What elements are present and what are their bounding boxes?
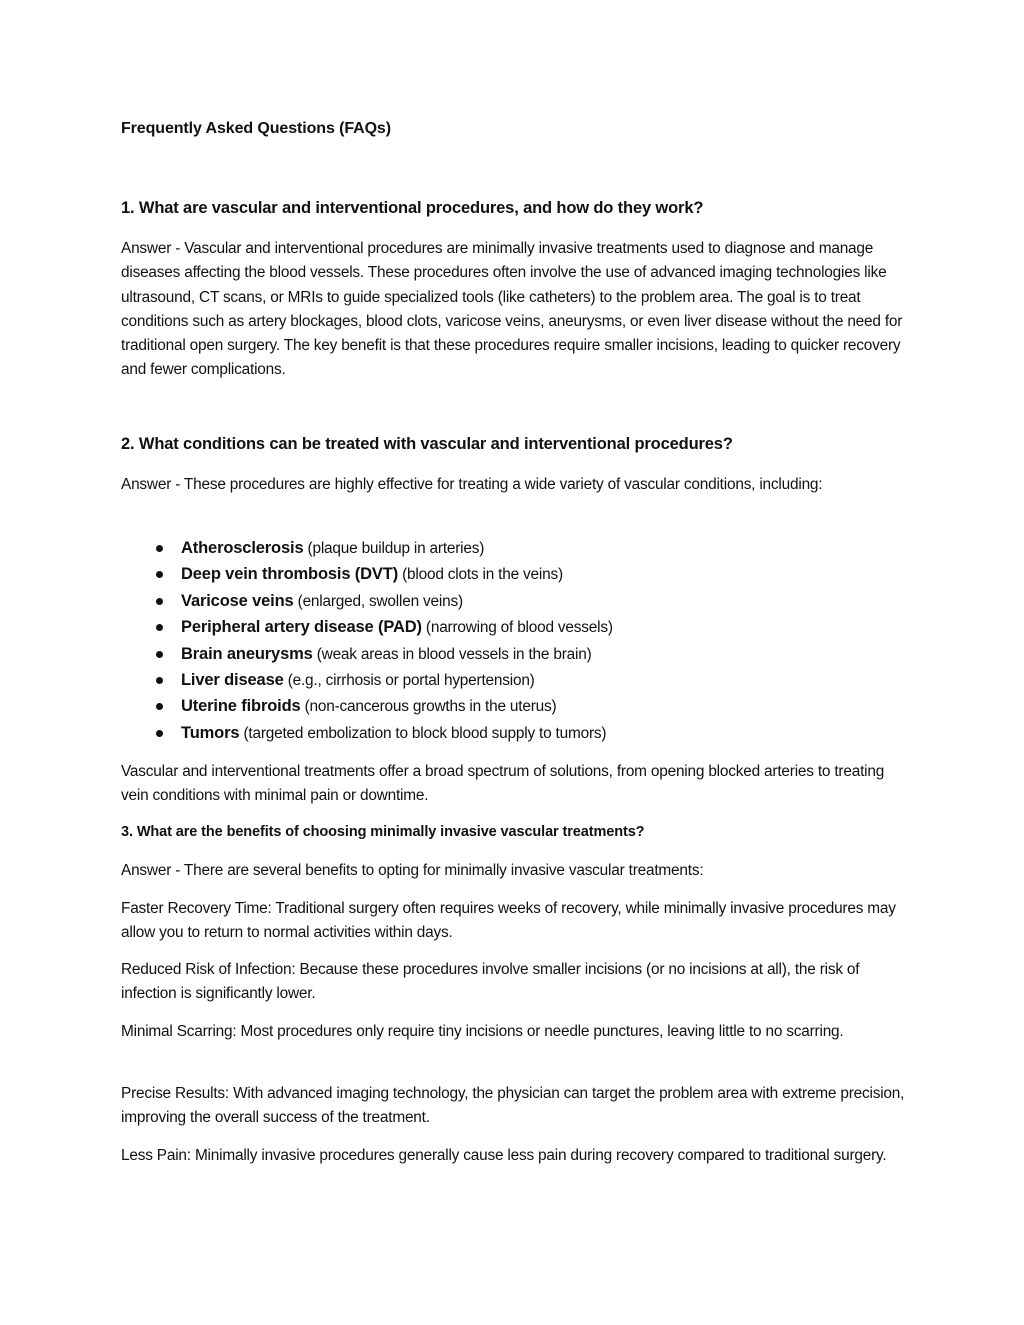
question-3-heading: 3. What are the benefits of choosing minimally invasive vascular treatments?: [121, 824, 645, 840]
list-item: [121, 561, 613, 587]
condition-description: (targeted embolization to block blood supply to tumors): [239, 724, 607, 742]
condition-term: Varicose veins: [181, 591, 294, 610]
condition-description: (enlarged, swollen veins): [293, 592, 463, 610]
conditions-list: [121, 535, 613, 746]
question-2-heading: 2. What conditions can be treated with vascular and interventional procedures?: [121, 435, 733, 453]
condition-description: (blood clots in the veins): [398, 566, 563, 584]
benefit-less-pain: Less Pain: Minimally invasive procedures generally cause less pain during recovery compared to traditional surgery.: [121, 1147, 887, 1164]
condition-term: Peripheral artery disease (PAD): [181, 618, 422, 637]
bullet-icon: [156, 677, 163, 684]
bullet-icon: [156, 651, 163, 658]
condition-description: (plaque buildup in arteries): [303, 540, 485, 557]
condition-term: Uterine fibroids: [181, 697, 301, 716]
question-1-answer: Answer - Vascular and interventional procedures are minimally invasive treatments used to diagnose and manage diseases affecting the blood vessels. These procedures often involve the use of advanced imaging technologies like ultrasound, CT scans, or MRIs to guide specialized tools (like catheters) to the problem area. The goal is to treat conditions such as artery blockages, blood clots, varicose veins, aneurysms, or even liver disease without the need for traditional open surgery. The key benefit is that these procedures require smaller incisions, leading to quicker recovery and fewer complications.: [121, 240, 903, 379]
question-1-heading: 1. What are vascular and interventional procedures, and how do they work?: [121, 199, 704, 217]
condition-description: (narrowing of blood vessels): [421, 619, 613, 637]
question-2-answer: Answer - These procedures are highly effective for treating a wide variety of vascular conditions, including:: [121, 476, 823, 493]
condition-description: (non-cancerous growths in the uterus): [300, 698, 557, 716]
list-item: [121, 641, 613, 667]
bullet-icon: [156, 571, 163, 578]
condition-term: Atherosclerosis: [181, 539, 304, 557]
bullet-icon: [156, 624, 163, 631]
list-item: [121, 720, 613, 746]
question-2-closing: Vascular and interventional treatments offer a broad spectrum of solutions, from opening blocked arteries to treating vein conditions with minimal pain or downtime.: [121, 763, 885, 805]
benefit-reduced-infection: Reduced Risk of Infection: Because these procedures involve smaller incisions (or no incisions at all), the risk of infection is significantly lower.: [121, 961, 860, 1003]
condition-description: (weak areas in blood vessels in the brain): [312, 645, 592, 663]
question-3-answer: Answer - There are several benefits to opting for minimally invasive vascular treatments:: [121, 862, 704, 879]
condition-description: (e.g., cirrhosis or portal hypertension): [283, 671, 535, 689]
document-title: Frequently Asked Questions (FAQs): [121, 120, 391, 137]
condition-term: Tumors: [181, 723, 240, 742]
benefit-faster-recovery: Faster Recovery Time: Traditional surgery often requires weeks of recovery, while minimally invasive procedures may allow you to return to normal activities within days.: [121, 900, 896, 942]
bullet-icon: [156, 730, 163, 737]
condition-term: Deep vein thrombosis (DVT): [181, 565, 399, 584]
condition-term: Brain aneurysms: [181, 644, 313, 663]
benefit-minimal-scarring: Minimal Scarring: Most procedures only require tiny incisions or needle punctures, leaving little to no scarring.: [121, 1023, 844, 1040]
benefit-precise-results: Precise Results: With advanced imaging technology, the physician can target the problem area with extreme precision, improving the overall success of the treatment.: [121, 1085, 905, 1127]
list-item: [121, 588, 613, 614]
list-item: [121, 535, 613, 561]
bullet-icon: [156, 598, 163, 605]
list-item: [121, 667, 613, 693]
condition-term: Liver disease: [181, 670, 284, 689]
list-item: [121, 693, 613, 719]
bullet-icon: [156, 545, 163, 552]
bullet-icon: [156, 703, 163, 710]
list-item: [121, 614, 613, 640]
